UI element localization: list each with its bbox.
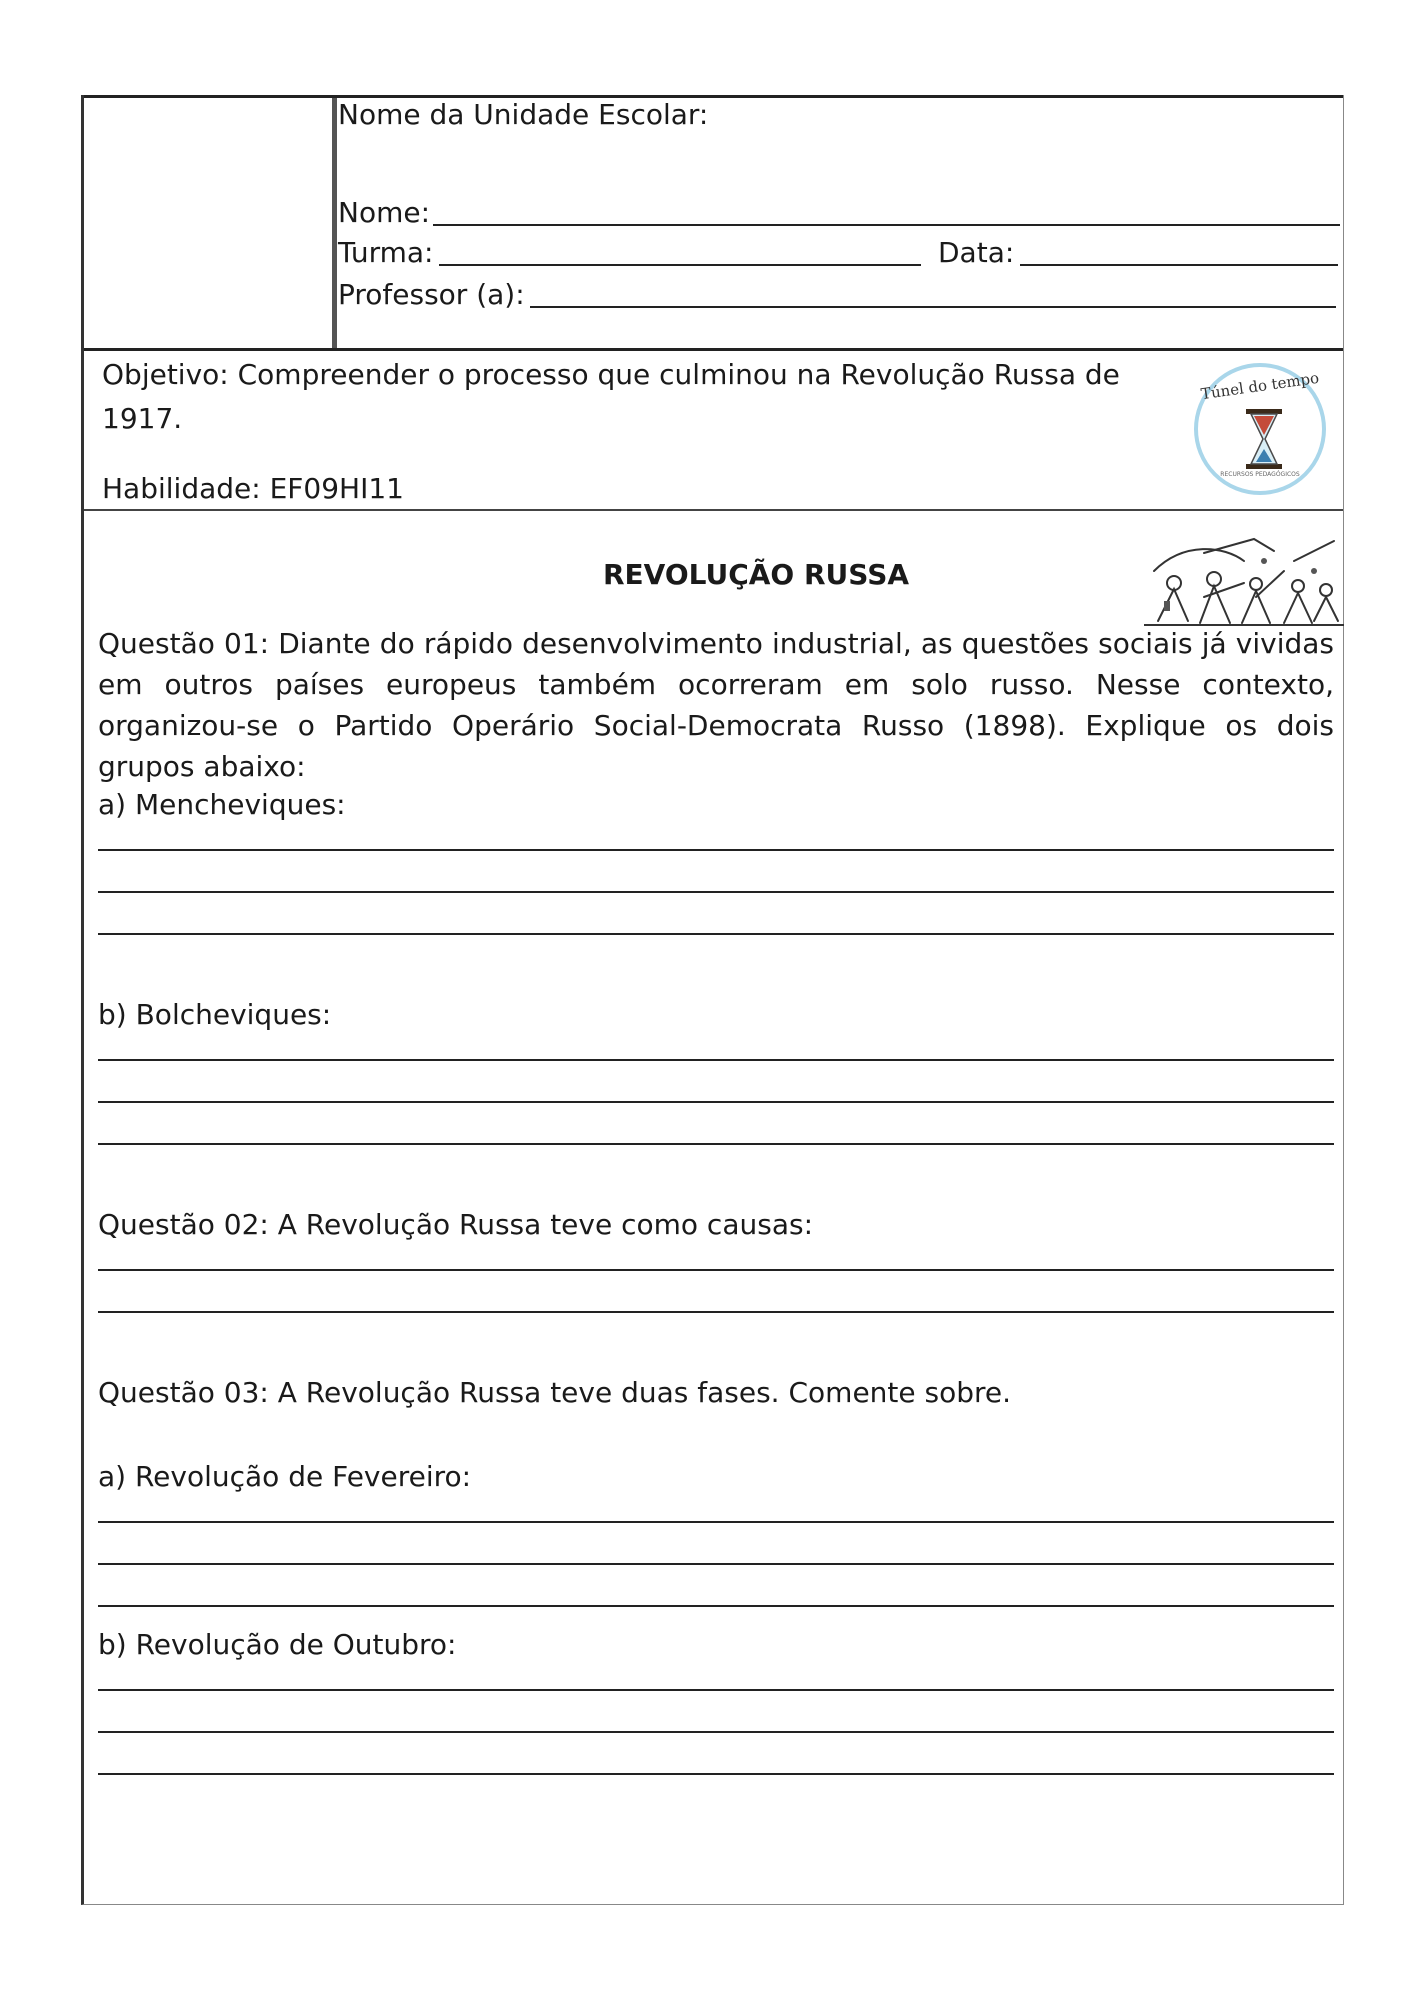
q3a-label: a) Revolução de Fevereiro:: [98, 1460, 472, 1493]
question-03: Questão 03: A Revolução Russa teve duas fases. Comente sobre.: [98, 1376, 1012, 1409]
question-02: Questão 02: A Revolução Russa teve como causas:: [98, 1208, 813, 1241]
answer-line[interactable]: [98, 1773, 1334, 1775]
school-label: Nome da Unidade Escolar:: [338, 98, 709, 131]
header-table: [84, 95, 1343, 351]
answer-line[interactable]: [98, 1269, 1334, 1271]
answer-line[interactable]: [98, 1689, 1334, 1691]
objective-text: Objetivo: Compreender o processo que culminou na Revolução Russa de 1917.: [102, 358, 1120, 435]
answer-line[interactable]: [98, 849, 1334, 851]
worksheet-page: [81, 95, 1344, 1905]
teacher-label: Professor (a):: [338, 278, 525, 311]
logo-subtitle: RECURSOS PEDAGÓGICOS: [1220, 471, 1300, 478]
answer-line[interactable]: [98, 1311, 1334, 1313]
answer-line[interactable]: [98, 1143, 1334, 1145]
date-label: Data:: [938, 236, 1015, 269]
answer-line[interactable]: [98, 1563, 1334, 1565]
worksheet-title: REVOLUÇÃO RUSSA: [602, 558, 910, 591]
answer-line[interactable]: [98, 891, 1334, 893]
q3b-label: b) Revolução de Outubro:: [98, 1628, 457, 1661]
answer-line[interactable]: [98, 1059, 1334, 1061]
name-field[interactable]: [433, 224, 1340, 226]
objective-section: [84, 351, 1343, 511]
revolution-illustration: [1144, 531, 1344, 627]
class-field[interactable]: [439, 264, 921, 266]
date-field[interactable]: [1020, 264, 1338, 266]
logo-cell: [84, 98, 337, 348]
teacher-field[interactable]: [530, 306, 1336, 308]
answer-line[interactable]: [98, 1605, 1334, 1607]
q1a-label: a) Mencheviques:: [98, 788, 346, 821]
answer-line[interactable]: [98, 1521, 1334, 1523]
logo-name: Túnel do tempo: [1199, 368, 1321, 404]
q1b-label: b) Bolcheviques:: [98, 998, 332, 1031]
answer-line[interactable]: [98, 1731, 1334, 1733]
tunel-do-tempo-logo: [1194, 363, 1326, 495]
skill-code: Habilidade: EF09HI11: [102, 472, 404, 505]
name-label: Nome:: [338, 196, 431, 229]
class-label: Turma:: [338, 236, 434, 269]
hourglass-icon: [1242, 407, 1286, 471]
answer-line[interactable]: [98, 933, 1334, 935]
answer-line[interactable]: [98, 1101, 1334, 1103]
question-01: Questão 01: Diante do rápido desenvolvimento industrial, as questões sociais já vividas em outros países europeus também ocorreram em solo russo. Nesse contexto, organizou-se o Partido Operário Social-Democrata Russo (1898). Explique os dois grupos abaixo:: [98, 627, 1334, 783]
